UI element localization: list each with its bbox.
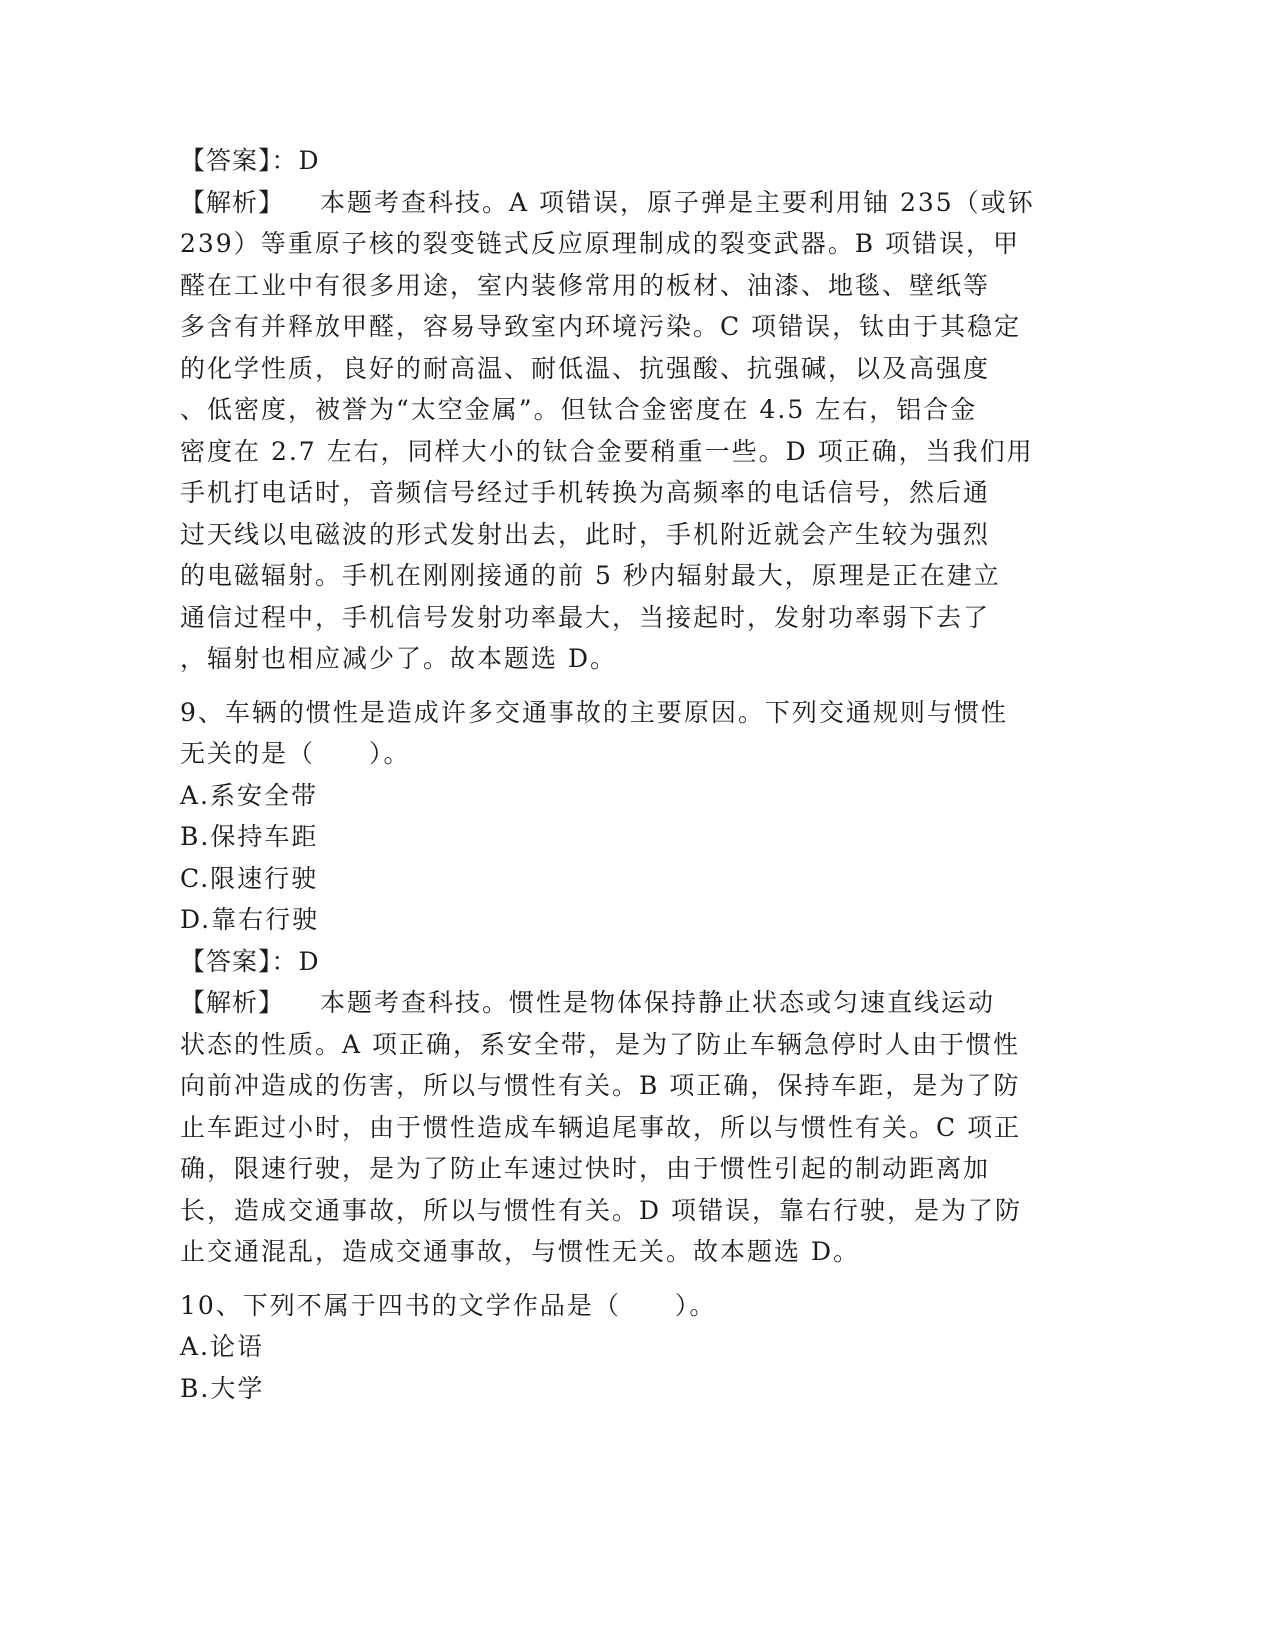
spacer (180, 1273, 1080, 1285)
answer-value: D (298, 946, 321, 976)
question-stem: 无关的是（ ）。 (180, 739, 411, 768)
analysis-text-line: 止交通混乱，造成交通事故，与惯性无关。故本题选 D。 (180, 1237, 860, 1266)
answer-label: 【答案】 (180, 146, 272, 175)
prev-answer-block (180, 140, 1080, 680)
document-page (180, 140, 1080, 1409)
analysis-text-line: 过天线以电磁波的形式发射出去，此时，手机附近就会产生较为强烈 (180, 519, 991, 549)
answer-separator: ： (271, 146, 299, 175)
analysis-text-line: 向前冲造成的伤害，所以与惯性有关。B 项正确，保持车距，是为了防 (180, 1071, 1021, 1100)
analysis-text-line: 密度在 2.7 左右，同样大小的钛合金要稍重一些。D 项正确，当我们用 (180, 436, 1034, 466)
analysis-text-line: 长，造成交通事故，所以与惯性有关。D 项错误，靠右行驶，是为了防 (180, 1195, 1022, 1225)
answer-value: D (298, 146, 321, 175)
question-stem: 9、车辆的惯性是造成许多交通事故的主要原因。下列交通规则与惯性 (180, 697, 1008, 727)
analysis-line (180, 182, 1080, 224)
analysis-text-line: 手机打电话时，音频信号经过手机转换为高频率的电话信号，然后通 (180, 478, 991, 507)
option-a: A.系安全带 (180, 780, 319, 810)
analysis-text-line: 醛在工业中有很多用途，室内装修常用的板材、油漆、地毯、壁纸等 (180, 270, 991, 300)
analysis-text-line: ，辐射也相应减少了。故本题选 D。 (180, 644, 617, 673)
analysis-text: 本题考查科技。A 项错误，原子弹是主要利用铀 235（或钚 (320, 187, 1035, 217)
analysis-text-line: 通信过程中，手机信号发射功率最大，当接起时，发射功率弱下去了 (180, 602, 991, 632)
analysis-text: 本题考查科技。惯性是物体保持静止状态或匀速直线运动 (320, 988, 996, 1017)
analysis-label: 【解析】 (180, 988, 285, 1017)
analysis-text-line: 多含有并释放甲醛，容易导致室内环境污染。C 项错误，钛由于其稳定 (180, 312, 1022, 341)
analysis-text-line: 确，限速行驶，是为了防止车速过快时，由于惯性引起的制动距离加 (180, 1154, 991, 1183)
spacer (180, 680, 1080, 692)
analysis-line (180, 982, 1080, 1024)
analysis-text-line: 、低密度，被誉为“太空金属”。但钛合金密度在 4.5 左右，铝合金 (180, 395, 978, 424)
question-stem: 10、下列不属于四书的文学作品是（ ）。 (180, 1290, 717, 1320)
option-a: A.论语 (180, 1332, 265, 1361)
answer-line (180, 140, 1080, 182)
option-d: D.靠右行驶 (180, 905, 320, 934)
option-b: B.大学 (180, 1373, 265, 1403)
answer-label: 【答案】 (180, 946, 272, 976)
analysis-text-line: 的化学性质，良好的耐高温、耐低温、抗强酸、抗强碱，以及高强度 (180, 353, 991, 383)
analysis-text-line: 239）等重原子核的裂变链式反应原理制成的裂变武器。B 项错误，甲 (180, 229, 1021, 258)
option-c: C.限速行驶 (180, 863, 319, 893)
analysis-text-line: 状态的性质。A 项正确，系安全带，是为了防止车辆急停时人由于惯性 (180, 1029, 1021, 1059)
analysis-text-line: 的电磁辐射。手机在刚刚接通的前 5 秒内辐射最大，原理是正在建立 (180, 561, 1001, 590)
answer-line (180, 941, 1080, 983)
question-10-block (180, 1285, 1080, 1410)
analysis-text-line: 止车距过小时，由于惯性造成车辆追尾事故，所以与惯性有关。C 项正 (180, 1112, 1022, 1142)
answer-separator: ： (271, 946, 299, 976)
option-b: B.保持车距 (180, 822, 319, 851)
analysis-label: 【解析】 (180, 187, 285, 217)
question-9-block (180, 692, 1080, 1273)
